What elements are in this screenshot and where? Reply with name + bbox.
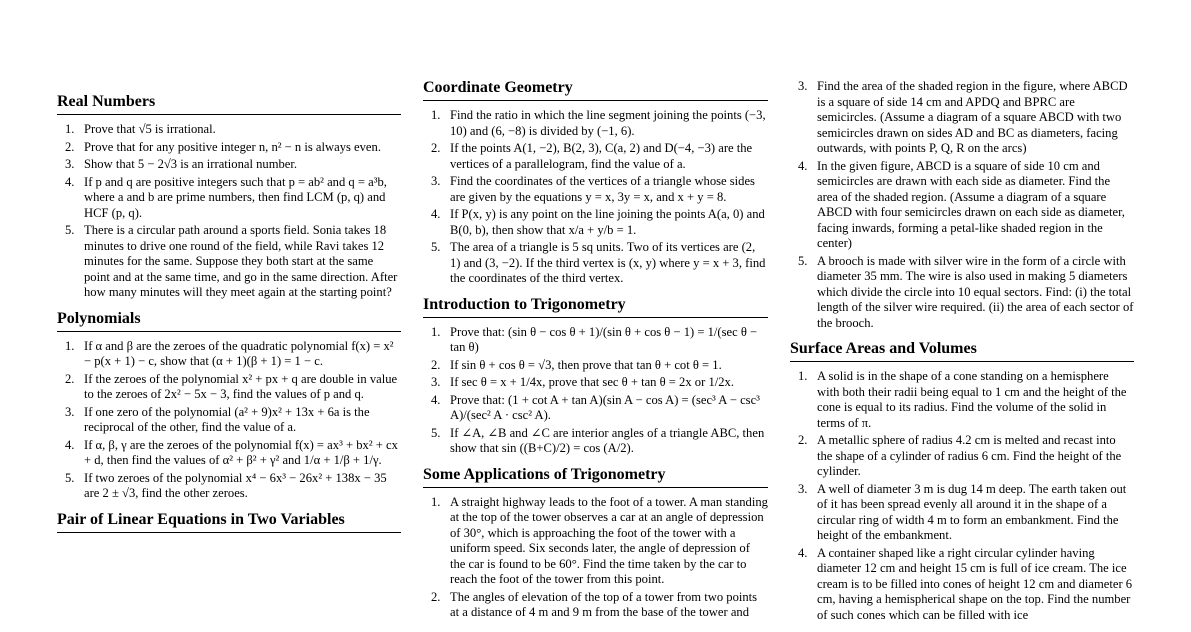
question-number: 3. [431,375,441,389]
question-text: Prove that √5 is irrational. [84,122,216,136]
question-text: Prove that: (1 + cot A + tan A)(sin A − cos A) = (sec³ A − csc³ A)/(sec² A · csc² A). [450,392,760,422]
question-number: 3. [798,79,808,93]
question-number: 5. [798,253,808,268]
question-number: 1. [798,369,808,383]
question-text: Find the ratio in which the line segment joining the points (−3, 10) and (6, −8) is divided by (−1, 6). [450,108,766,138]
question-item [423,375,768,391]
question-text: If one zero of the polynomial (a² + 9)x² + 13x + 6a is the reciprocal of the other, find the value of a. [84,404,370,434]
question-item [57,122,401,138]
question-number: 2. [798,433,808,447]
question-text: If the zeroes of the polynomial x² + px + q are double in value to the zeroes of 2x² − 5x − 3, find the values of p and q. [84,371,398,401]
question-item [790,482,1134,544]
question-text: A container shaped like a right circular cylinder having diameter 12 cm and height 15 cm is full of ice cream. The ice cream is to be filled into cones of height 12 cm and diameter 6 cm, having a hemispherical shape on the top. Find the number of such cones which can be filled with ice [817,545,1133,622]
question-number: 4. [431,207,441,221]
question-item [423,174,768,205]
question-number: 5. [431,240,441,254]
section-title: Coordinate Geometry [423,79,768,101]
question-text: A brooch is made with silver wire in the form of a circle with diameter 35 mm. The wire is also used in making 5 diameters which divide the circle into 10 equal sectors. Find: (i) the total length of the silver wire required. (ii) the area of each sector of the brooch. [817,253,1134,330]
question-item [423,426,768,457]
question-number: 4. [431,392,441,407]
question-number: 1. [431,494,441,509]
question-item [423,358,768,374]
question-text: If α and β are the zeroes of the quadratic polynomial f(x) = x² − p(x + 1) − c, show that (α + 1)(β + 1) = 1 − c. [84,338,394,368]
question-text: Show that 5 − 2√3 is an irrational number. [84,157,298,171]
question-number: 2. [65,371,75,386]
question-text: The angles of elevation of the top of a tower from two points at a distance of 4 m and 9 m from the base of the tower and [450,589,758,619]
question-number: 3. [431,174,441,188]
question-number: 4. [798,545,808,560]
section-title: Pair of Linear Equations in Two Variables [57,511,401,533]
question-item [790,546,1134,624]
question-list [790,369,1134,623]
question-item [57,339,401,370]
column-2 [423,79,768,630]
question-text: If two zeroes of the polynomial x⁴ − 6x³ − 26x² + 138x − 35 are 2 ± √3, find the other zeroes. [84,470,387,500]
question-text: If p and q are positive integers such that p = ab² and q = a³b, where a and b are prime numbers, then find LCM (p, q) and HCF (p, q). [84,174,387,220]
column-3 [790,79,1134,632]
question-number: 2. [431,357,441,372]
question-number: 4. [798,158,808,173]
question-item [790,159,1134,252]
question-number: 1. [65,338,75,353]
question-item [423,240,768,287]
question-item [423,590,768,621]
question-item [57,471,401,502]
question-text: A straight highway leads to the foot of a tower. A man standing at the top of the tower observes a car at an angle of depression of 30°, which is approaching the foot of the tower with a uniform speed. Six seconds later, the angle of depression of the car is found to be 60°. Find the time taken by the car to reach the foot of the tower from this point. [450,494,768,586]
question-item [423,141,768,172]
question-text: Find the coordinates of the vertices of a triangle whose sides are given by the equations y = x, 3y = x, and x + y = 8. [450,174,755,204]
question-number: 3. [798,481,808,496]
question-item [57,140,401,156]
question-item [423,495,768,588]
question-item [790,79,1134,157]
question-text: A metallic sphere of radius 4.2 cm is melted and recast into the shape of a cylinder of radius 6 cm. Find the height of the cylinder. [817,433,1122,478]
question-item [57,223,401,301]
section-title: Introduction to Trigonometry [423,296,768,318]
question-item [57,157,401,173]
question-text: If P(x, y) is any point on the line joining the points A(a, 0) and B(0, b), then show that x/a + y/b = 1. [450,207,765,237]
section-title: Some Applications of Trigonometry [423,466,768,488]
question-item [790,254,1134,332]
question-number: 1. [431,324,441,339]
question-number: 1. [431,108,441,122]
question-number: 3. [65,157,75,171]
question-number: 2. [431,141,441,155]
question-text: If α, β, γ are the zeroes of the polynomial f(x) = ax³ + bx² + cx + d, then find the values of α² + β² + γ² and 1/α + 1/β + 1/γ. [84,437,398,467]
question-item [423,207,768,238]
question-text: In the given figure, ABCD is a square of side 10 cm and semicircles are drawn with each side as diameter. Find the area of the shaded region. (Assume a diagram of a square ABCD with four semicircles drawn on each side as diameter, facing inwards, forming a petal-like shaded region in the center) [817,158,1125,250]
question-text: Prove that for any positive integer n, n² − n is always even. [84,139,381,154]
question-list [57,339,401,502]
question-number: 1. [65,122,75,136]
question-item [57,405,401,436]
question-text: If sec θ = x + 1/4x, prove that sec θ + tan θ = 2x or 1/2x. [450,375,734,389]
question-number: 4. [65,174,75,189]
section-title: Surface Areas and Volumes [790,340,1134,362]
question-item [423,393,768,424]
question-list [423,495,768,621]
question-item [790,433,1134,480]
question-list [57,122,401,301]
question-text: The area of a triangle is 5 sq units. Two of its vertices are (2, 1) and (3, −2). If the third vertex is (x, y) where y = x + 3, find the coordinates of the third vertex. [450,240,766,285]
question-number: 5. [431,425,441,440]
question-text: If sin θ + cos θ = √3, then prove that tan θ + cot θ = 1. [450,357,722,372]
question-number: 4. [65,437,75,452]
question-text: If the points A(1, −2), B(2, 3), C(a, 2) and D(−4, −3) are the vertices of a parallelogram, find the value of a. [450,141,753,171]
question-text: If ∠A, ∠B and ∠C are interior angles of a triangle ABC, then show that sin ((B+C)/2) = cos (A/2). [450,425,765,455]
question-list [790,79,1134,331]
section-title: Real Numbers [57,93,401,115]
question-text: There is a circular path around a sports field. Sonia takes 18 minutes to drive one round of the field, while Ravi takes 12 minutes for the same. Suppose they both start at the same point and at the same time, and go in the same direction. After how many minutes will they meet again at the starting point? [84,223,398,299]
question-number: 5. [65,470,75,485]
question-number: 2. [431,589,441,604]
question-list [423,325,768,457]
question-number: 5. [65,223,75,237]
question-item [423,325,768,356]
section-title: Polynomials [57,310,401,332]
question-item [790,369,1134,431]
question-item [57,372,401,403]
question-item [57,175,401,222]
question-text: Find the area of the shaded region in the figure, where ABCD is a square of side 14 cm and APDQ and BPRC are semicircles. (Assume a diagram of a square ABCD with two semicircles drawn on sides AD and BC as diameters, facing outwards, with points P, Q, R on the arcs) [817,79,1128,155]
question-number: 2. [65,139,75,154]
question-number: 3. [65,404,75,419]
question-text: A solid is in the shape of a cone standing on a hemisphere with both their radii being equal to 1 cm and the height of the cone is equal to its radius. Find the volume of the solid in terms of π. [817,369,1127,430]
question-item [423,108,768,139]
question-item [57,438,401,469]
question-text: A well of diameter 3 m is dug 14 m deep. The earth taken out of it has been spread evenly all around it in the shape of a circular ring of width 4 m to form an embankment. Find the height of the embankment. [817,481,1127,542]
question-text: Prove that: (sin θ − cos θ + 1)/(sin θ + cos θ − 1) = 1/(sec θ − tan θ) [450,324,758,354]
question-list [423,108,768,287]
column-1 [57,93,401,542]
